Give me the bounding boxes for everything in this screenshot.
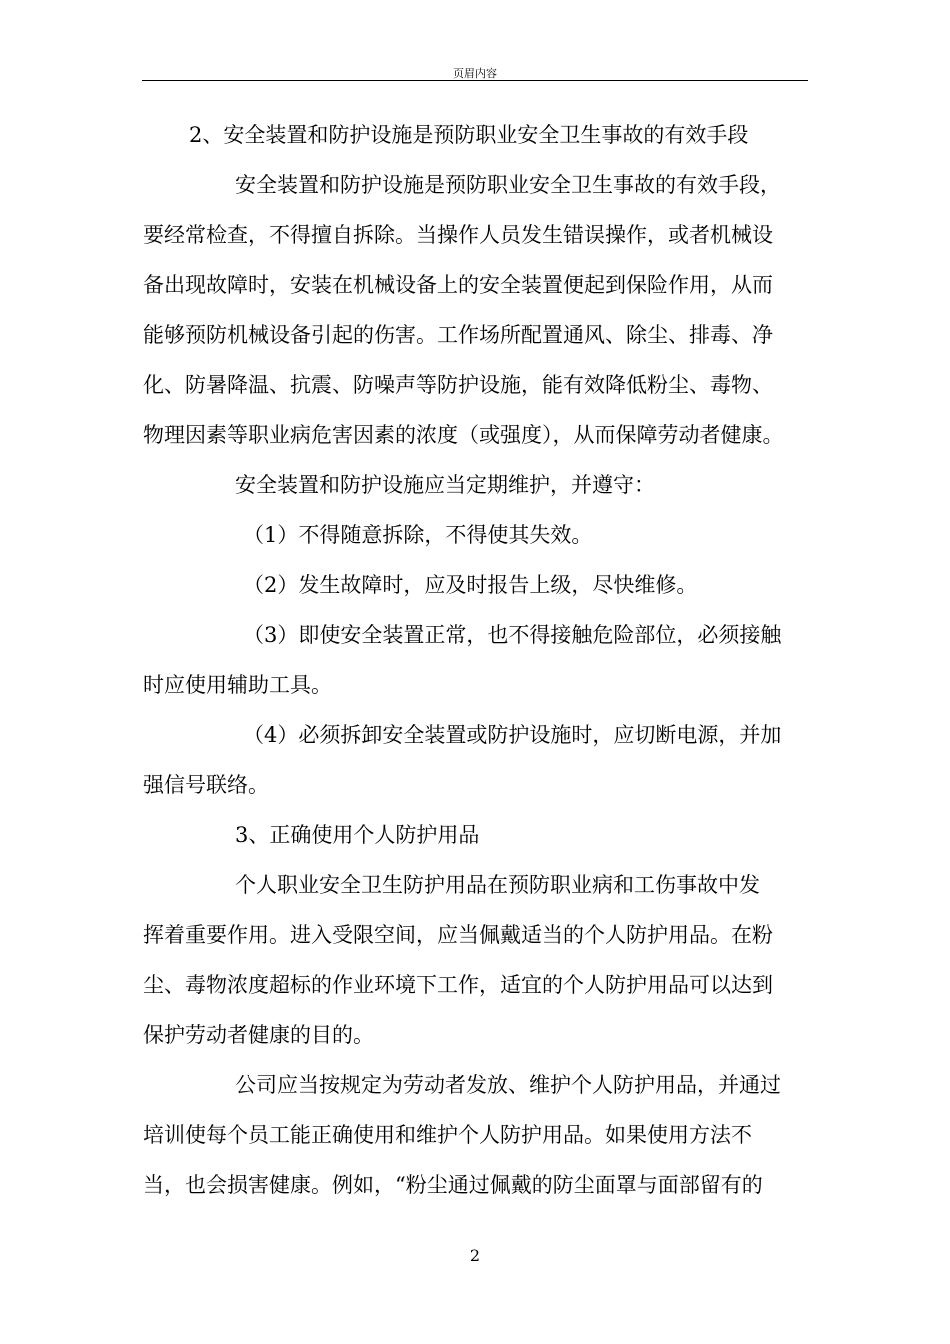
text-line: 个人职业安全卫生防护用品在预防职业病和工伤事故中发 xyxy=(235,873,760,897)
page-header-text: 页眉内容 xyxy=(453,67,497,80)
section-heading xyxy=(143,110,807,160)
text-line: 物理因素等职业病危害因素的浓度（或强度），从而保障劳动者健康。 xyxy=(143,423,784,447)
text-line: 安全装置和防护设施是预防职业安全卫生事故的有效手段， xyxy=(235,173,781,197)
text-line: 时应使用辅助工具。 xyxy=(143,673,332,697)
text-line: 3、正确使用个人防护用品 xyxy=(235,823,480,847)
list-item xyxy=(143,710,807,810)
text-line: （2）发生故障时，应及时报告上级，尽快维修。 xyxy=(243,573,698,597)
body-paragraph xyxy=(143,160,807,460)
header-divider xyxy=(142,80,808,81)
text-line: 挥着重要作用。进入受限空间，应当佩戴适当的个人防护用品。在粉 xyxy=(143,923,773,947)
text-line: 培训使每个员工能正确使用和维护个人防护用品。如果使用方法不 xyxy=(143,1123,752,1147)
text-line: 能够预防机械设备引起的伤害。工作场所配置通风、除尘、排毒、净 xyxy=(143,323,773,347)
text-line: 安全装置和防护设施应当定期维护，并遵守： xyxy=(235,473,655,497)
text-line: （4）必须拆卸安全装置或防护设施时，应切断电源，并加 xyxy=(243,723,782,747)
text-line: 当，也会损害健康。例如，“粉尘通过佩戴的防尘面罩与面部留有的 xyxy=(143,1173,763,1197)
text-line: 公司应当按规定为劳动者发放、维护个人防护用品，并通过 xyxy=(235,1073,781,1097)
body-paragraph xyxy=(143,1060,807,1210)
text-line: 要经常检查，不得擅自拆除。当操作人员发生错误操作，或者机械设 xyxy=(143,223,773,247)
text-line: 化、防暑降温、抗震、防噪声等防护设施，能有效降低粉尘、毒物、 xyxy=(143,373,773,397)
body-paragraph xyxy=(143,860,807,1060)
text-line: （3）即使安全装置正常，也不得接触危险部位，必须接触 xyxy=(243,623,782,647)
text-line: 备出现故障时，安装在机械设备上的安全装置便起到保险作用，从而 xyxy=(143,273,773,297)
text-line: （1）不得随意拆除，不得使其失效。 xyxy=(243,523,593,547)
text-line: 保护劳动者健康的目的。 xyxy=(143,1023,374,1047)
list-item xyxy=(143,510,807,560)
body-paragraph xyxy=(143,460,807,510)
text-line: 尘、毒物浓度超标的作业环境下工作，适宜的个人防护用品可以达到 xyxy=(143,973,773,997)
document-body xyxy=(143,110,807,1210)
text-line: 强信号联络。 xyxy=(143,773,269,797)
section-heading xyxy=(143,810,807,860)
list-item xyxy=(143,610,807,710)
list-item xyxy=(143,560,807,610)
text-line: 2、安全装置和防护设施是预防职业安全卫生事故的有效手段 xyxy=(189,123,749,147)
page-number: 2 xyxy=(469,1246,481,1265)
